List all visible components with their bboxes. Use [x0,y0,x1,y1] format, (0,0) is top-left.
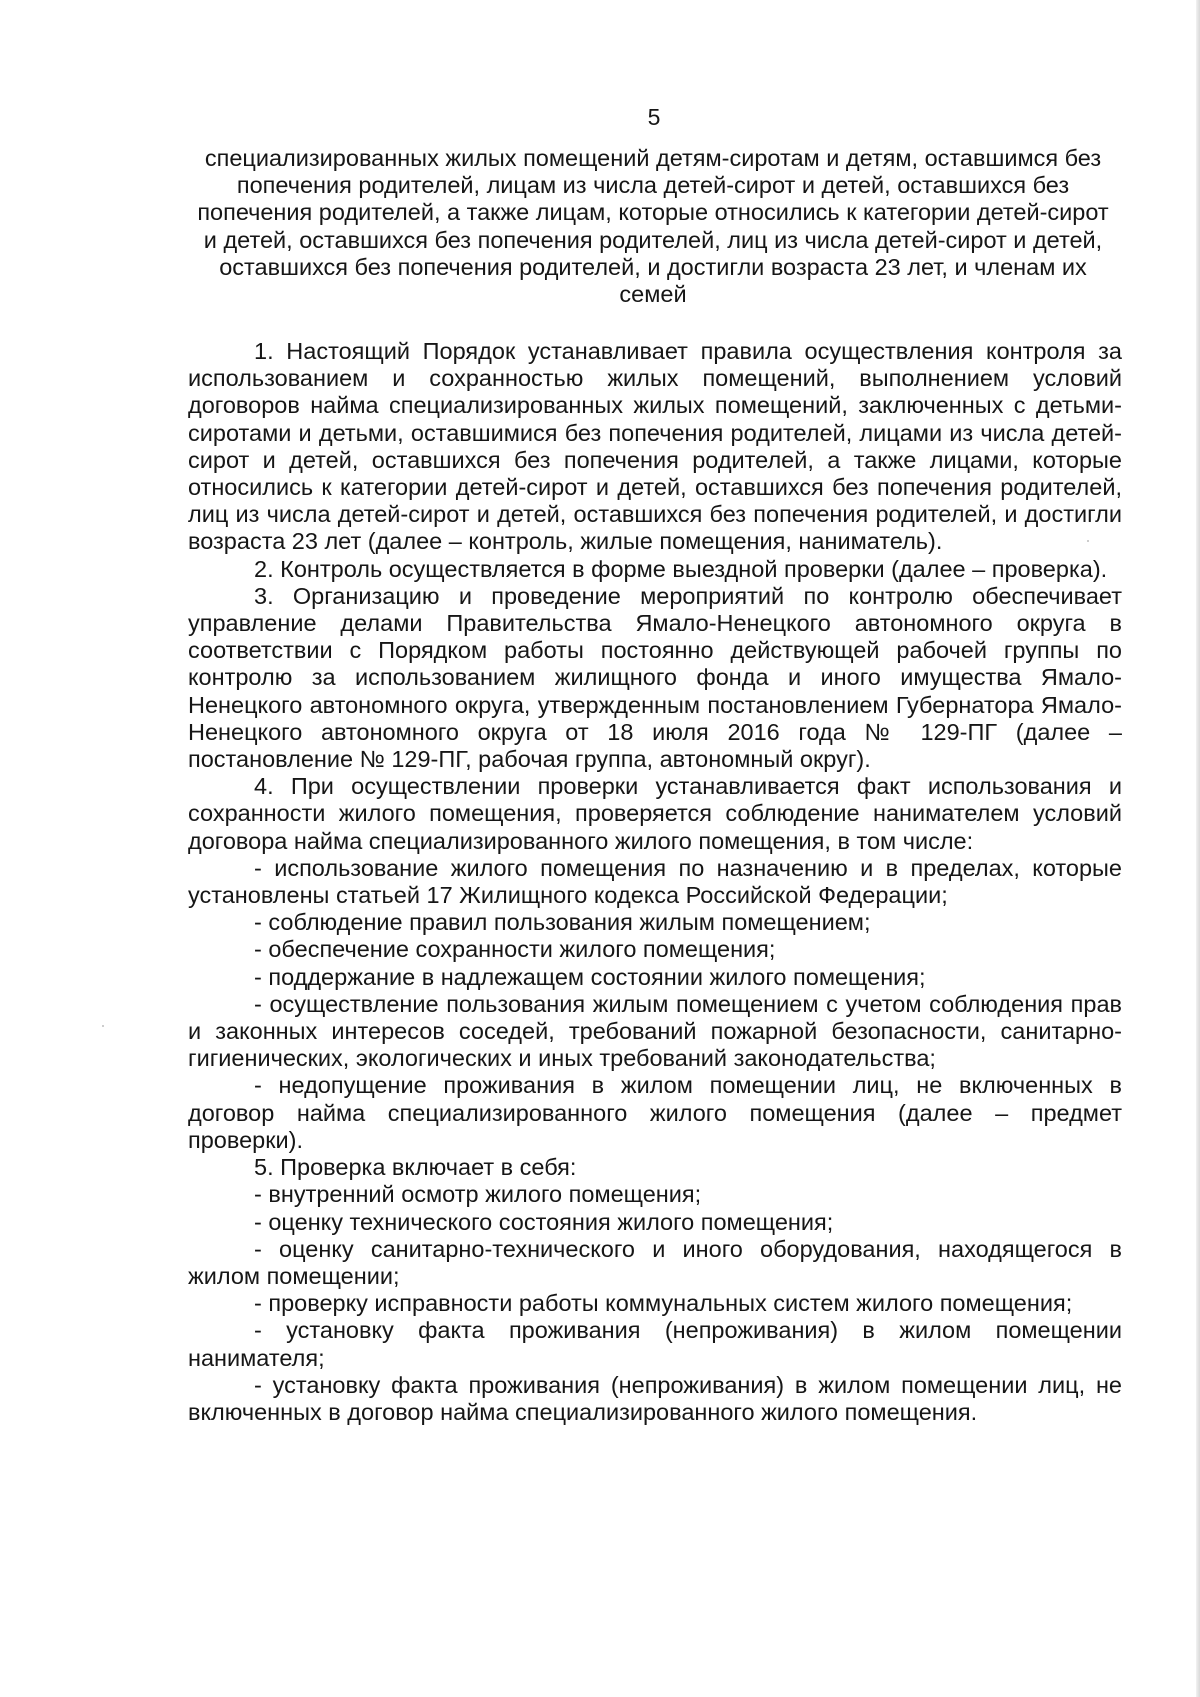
scan-edge [1196,0,1200,1697]
document-body [188,338,1122,1426]
paragraph-1: 1. Настоящий Порядок устанавливает правила осуществления контроля за использованием и сохранностью жилых помещений, выполнением условий договоров найма специализированных жилых помещений, заключенных с детьми-сиротами и детьми, оставшимися без попечения родителей, лицами из числа детей-сирот и детей, оставшихся без попечения родителей, а также лицами, которые относились к категории детей-сирот и детей, оставшихся без попечения родителей, лиц из числа детей-сирот и детей, оставшихся без попечения родителей, и достигли возраста 23 лет (далее – контроль, жилые помещения, наниматель). [188,338,1122,555]
list-item: - использование жилого помещения по назначению и в пределах, которые установлены статьей 17 Жилищного кодекса Российской Федерации; [188,854,1122,909]
list-item: - проверку исправности работы коммунальных систем жилого помещения; [254,1290,1073,1317]
scan-speck [102,1025,104,1027]
list-item: - оценку санитарно-технического и иного оборудования, находящегося в жилом помещении; [188,1235,1122,1289]
list-item: - внутренний осмотр жилого помещения; [254,1181,702,1208]
list-item: - обеспечение сохранности жилого помещения; [254,936,776,963]
list-item: - недопущение проживания в жилом помещении лиц, не включенных в договор найма специализированного жилого помещения (далее – предмет проверки). [188,1072,1122,1153]
list-item: - оценку технического состояния жилого помещения; [254,1208,834,1235]
list-item: - установку факта проживания (непроживания) в жилом помещении лиц, не включенных в договор найма специализированного жилого помещения. [188,1371,1122,1425]
list-item: - установку факта проживания (непроживания) в жилом помещении нанимателя; [188,1317,1122,1371]
list-item: - поддержание в надлежащем состоянии жилого помещения; [254,963,926,990]
scan-speck [1087,540,1089,542]
list-item: - осуществление пользования жилым помещением с учетом соблюдения прав и законных интересов соседей, требований пожарной безопасности, санитарно-гигиенических, экологических и иных требований законодательства; [188,990,1122,1072]
list-item: - соблюдение правил пользования жилым помещением; [254,909,871,936]
paragraph-5: 5. Проверка включает в себя: [254,1154,577,1181]
paragraph-2: 2. Контроль осуществляется в форме выездной проверки (далее – проверка). [254,555,1108,582]
paragraph-3: 3. Организацию и проведение мероприятий по контролю обеспечивает управление делами Правительства Ямало-Ненецкого автономного округа в соответствии с Порядком работы постоянно действующей рабочей группы по контролю за использованием жилищного фонда и иного имущества Ямало-Ненецкого автономного округа, утвержденным постановлением Губернатора Ямало-Ненецкого автономного округа от 18 июля 2016 года № 129-ПГ (далее – постановление № 129-ПГ, рабочая группа, автономный округ). [188,582,1122,773]
document-title: специализированных жилых помещений детям-сиротам и детям, оставшимся без попечения родителей, лицам из числа детей-сирот и детей, оставшихся без попечения родителей, а также лицам, которые относились к категории детей-сирот и детей, оставшихся без попечения родителей, лиц из числа детей-сирот и детей, оставшихся без попечения родителей, и достигли возраста 23 лет, и членам их семей [197,145,1109,308]
paragraph-4: 4. При осуществлении проверки устанавливается факт использования и сохранности жилого помещения, проверяется соблюдение нанимателем условий договора найма специализированного жилого помещения, в том числе: [188,773,1122,854]
page-number: 5 [647,104,661,130]
